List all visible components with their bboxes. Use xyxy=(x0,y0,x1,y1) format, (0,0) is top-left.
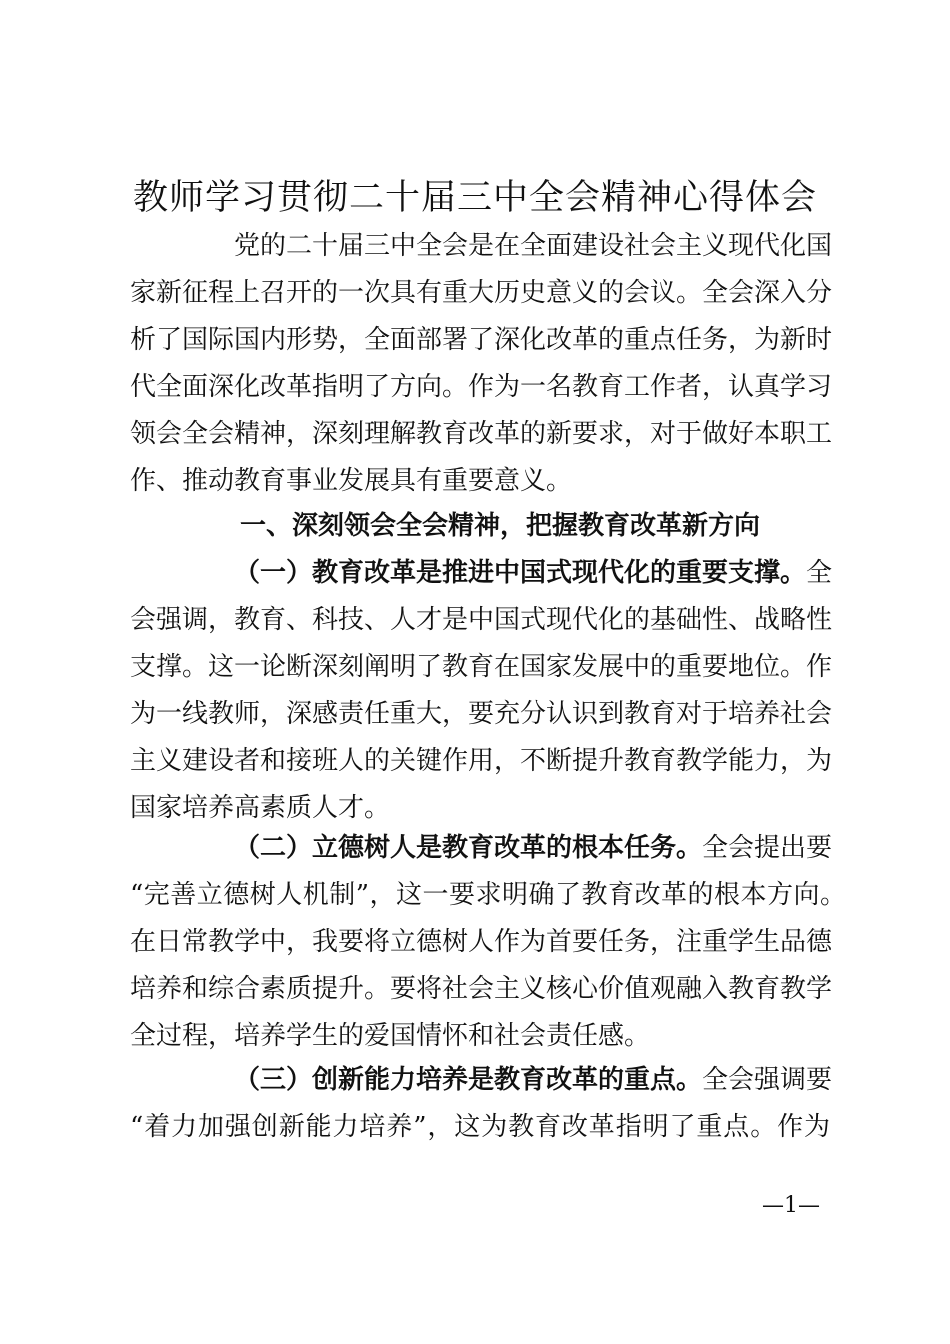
paragraph-line: 为一线教师，深感责任重大，要充分认识到教育对于培养社会 xyxy=(130,699,833,729)
paragraph-line: 在日常教学中，我要将立德树人作为首要任务，注重学生品德 xyxy=(130,927,833,957)
subsection-heading: （三）创新能力培养是教育改革的重点。 xyxy=(234,1065,703,1095)
document-title: 教师学习贯彻二十届三中全会精神心得体会 xyxy=(132,178,817,218)
paragraph-line: 析了国际国内形势，全面部署了深化改革的重点任务，为新时 xyxy=(130,325,833,355)
paragraph-line: 会强调，教育、科技、人才是中国式现代化的基础性、战略性 xyxy=(130,605,833,635)
page-number: —1— xyxy=(762,1193,820,1218)
paragraph-line: 国家培养高素质人才。 xyxy=(130,793,391,823)
paragraph-line: “着力加强创新能力培养”，这为教育改革指明了重点。作为 xyxy=(130,1112,830,1142)
subsection-first-line xyxy=(130,825,833,871)
section-heading xyxy=(130,503,830,549)
subsection-heading: （一）教育改革是推进中国式现代化的重要支撑。 xyxy=(234,558,807,588)
paragraph-line: 代全面深化改革指明了方向。作为一名教育工作者，认真学习 xyxy=(130,372,833,402)
paragraph-line: 支撑。这一论断深刻阐明了教育在国家发展中的重要地位。作 xyxy=(130,652,833,682)
paragraph-line: 家新征程上召开的一次具有重大历史意义的会议。全会深入分 xyxy=(130,278,833,308)
paragraph-line: 全过程，培养学生的爱国情怀和社会责任感。 xyxy=(130,1021,651,1051)
subsection-text: 全会提出要 xyxy=(702,833,833,863)
subsection-heading: （二）立德树人是教育改革的根本任务。 xyxy=(234,833,703,863)
paragraph-line: 领会全会精神，深刻理解教育改革的新要求，对于做好本职工 xyxy=(130,419,833,449)
section-heading-text: 一、深刻领会全会精神，把握教育改革新方向 xyxy=(239,511,760,541)
paragraph-line: “完善立德树人机制”，这一要求明确了教育改革的根本方向。 xyxy=(130,880,846,910)
paragraph-line: 培养和综合素质提升。要将社会主义核心价值观融入教育教学 xyxy=(130,974,833,1004)
paragraph-line: 作、推动教育事业发展具有重要意义。 xyxy=(130,466,573,496)
subsection-first-line xyxy=(130,550,833,596)
subsection-text: 全会强调要 xyxy=(702,1065,833,1095)
paragraph-line: 党的二十届三中全会是在全面建设社会主义现代化国 xyxy=(234,231,833,261)
subsection-first-line xyxy=(130,1057,833,1103)
subsection-text: 全 xyxy=(806,558,833,588)
paragraph-line: 主义建设者和接班人的关键作用，不断提升教育教学能力，为 xyxy=(130,746,833,776)
